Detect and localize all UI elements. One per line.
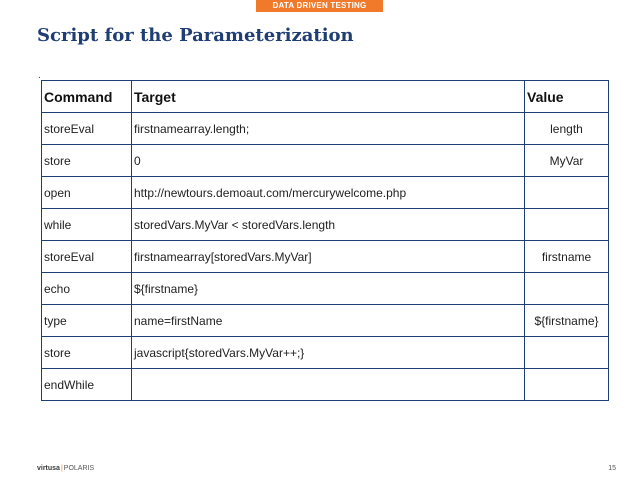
- table-header-row: [42, 81, 609, 113]
- target-cell: 0: [132, 145, 525, 177]
- value-cell: [525, 177, 609, 209]
- command-cell: store: [42, 145, 132, 177]
- value-cell: firstname: [525, 241, 609, 273]
- page-title: Script for the Parameterization: [37, 25, 354, 46]
- value-cell: ${firstname}: [525, 305, 609, 337]
- company-logo: [37, 465, 94, 472]
- table-row: [42, 209, 609, 241]
- target-cell: name=firstName: [132, 305, 525, 337]
- target-cell: firstnamearray[storedVars.MyVar]: [132, 241, 525, 273]
- target-cell: [132, 369, 525, 401]
- command-cell: endWhile: [42, 369, 132, 401]
- table-row: [42, 337, 609, 369]
- bullet-marker: .: [38, 70, 41, 81]
- value-cell: MyVar: [525, 145, 609, 177]
- column-header-value: Value: [525, 81, 609, 113]
- table-row: [42, 369, 609, 401]
- command-cell: storeEval: [42, 113, 132, 145]
- command-cell: storeEval: [42, 241, 132, 273]
- logo-brand-right: POLARIS: [63, 465, 95, 472]
- logo-brand-left: virtusa: [37, 465, 60, 472]
- target-cell: ${firstname}: [132, 273, 525, 305]
- value-cell: [525, 337, 609, 369]
- target-cell: http://newtours.demoaut.com/mercurywelcome.php: [132, 177, 525, 209]
- target-cell: javascript{storedVars.MyVar++;}: [132, 337, 525, 369]
- command-table: [41, 80, 609, 401]
- command-cell: store: [42, 337, 132, 369]
- page-number: 15: [608, 465, 616, 472]
- target-cell: storedVars.MyVar < storedVars.length: [132, 209, 525, 241]
- command-cell: echo: [42, 273, 132, 305]
- command-cell: open: [42, 177, 132, 209]
- value-cell: [525, 369, 609, 401]
- table-row: [42, 273, 609, 305]
- logo-separator: |: [60, 465, 63, 472]
- section-banner: DATA DRIVEN TESTING: [256, 0, 383, 12]
- table-row: [42, 241, 609, 273]
- command-cell: while: [42, 209, 132, 241]
- table-row: [42, 305, 609, 337]
- table-row: [42, 113, 609, 145]
- column-header-command: Command: [42, 81, 132, 113]
- value-cell: [525, 209, 609, 241]
- table-row: [42, 177, 609, 209]
- value-cell: [525, 273, 609, 305]
- column-header-target: Target: [132, 81, 525, 113]
- target-cell: firstnamearray.length;: [132, 113, 525, 145]
- table-row: [42, 145, 609, 177]
- command-cell: type: [42, 305, 132, 337]
- value-cell: length: [525, 113, 609, 145]
